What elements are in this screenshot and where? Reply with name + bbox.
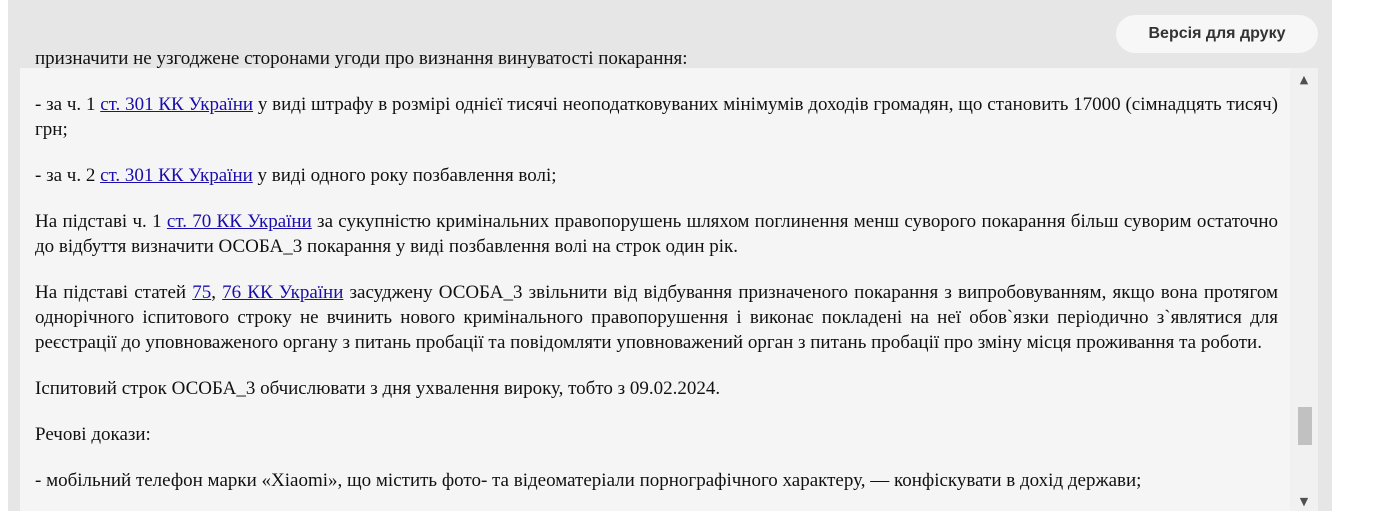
paragraph-sentence-part1 bbox=[35, 92, 1278, 142]
paragraph-text: у виді штрафу в розмірі однієї тисячі неоподатковуваних мінімумів доходів громадян, що становить 17000 (сімнадцять тисяч) грн; bbox=[35, 94, 1278, 140]
article-301-link[interactable]: ст. 301 КК України bbox=[100, 94, 254, 115]
paragraph-text: за сукупністю кримінальних правопорушень шляхом поглинення менш суворого покарання більш суворим остаточно до відбуття визначити ОСОБА_3 покарання у виді позбавлення волі на строк один рік. bbox=[35, 211, 1278, 257]
paragraph-text: засуджену ОСОБА_3 звільнити від відбування призначеного покарання з випробовуванням, якщо вона протягом однорічного іспитового строку не вчинить нового кримінального правопорушення і виконає покладені на неї обов`язки періодично з`являтися для реєстрації до уповноваженого органу з питань пробації та повідомляти уповноважений орган з питань пробації про зміну місця проживання та роботи. bbox=[35, 282, 1279, 353]
paragraph-text: - за ч. 1 bbox=[35, 94, 101, 115]
print-version-button[interactable]: Версія для друку bbox=[1116, 15, 1318, 53]
paragraph-text: - за ч. 2 bbox=[35, 165, 101, 186]
document-viewport[interactable] bbox=[20, 48, 1318, 511]
document-panel bbox=[8, 0, 1332, 511]
paragraph-text: у виді одного року позбавлення волі; bbox=[252, 165, 557, 186]
article-76-link[interactable]: 76 КК України bbox=[222, 282, 344, 303]
scrollbar-thumb[interactable] bbox=[1298, 407, 1312, 445]
paragraph-text: На підставі ч. 1 bbox=[35, 211, 167, 232]
paragraph-sentence-part2 bbox=[35, 163, 1278, 188]
paragraph-text: , bbox=[211, 282, 223, 303]
partial-top-line: призначити не узгоджене сторонами угоди про визнання винуватості покарання: bbox=[35, 48, 688, 69]
scroll-down-icon[interactable]: ▼ bbox=[1299, 495, 1309, 508]
scroll-up-icon[interactable]: ▲ bbox=[1299, 73, 1309, 86]
article-301-link[interactable]: ст. 301 КК України bbox=[100, 165, 253, 186]
paragraph-cumulative-sentence bbox=[35, 209, 1278, 259]
partial-bottom-line: - мобільний телефон марки «Xiaomi», що містить фото- та відеоматеріали порнографічного характеру, — конфіскувати в дохід держави; bbox=[35, 470, 1142, 491]
document-text bbox=[35, 46, 1278, 514]
paragraph-probation-release bbox=[35, 280, 1278, 355]
article-70-link[interactable]: ст. 70 КК України bbox=[166, 211, 312, 232]
paragraph-probation-period: Іспитовий строк ОСОБА_3 обчислювати з дня ухвалення вироку, тобто з 09.02.2024. bbox=[35, 378, 721, 399]
article-75-link[interactable]: 75 bbox=[192, 282, 212, 303]
vertical-scrollbar[interactable] bbox=[1290, 68, 1318, 511]
paragraph-evidence-heading: Речові докази: bbox=[35, 424, 151, 445]
paragraph-text: На підставі статей bbox=[35, 282, 193, 303]
